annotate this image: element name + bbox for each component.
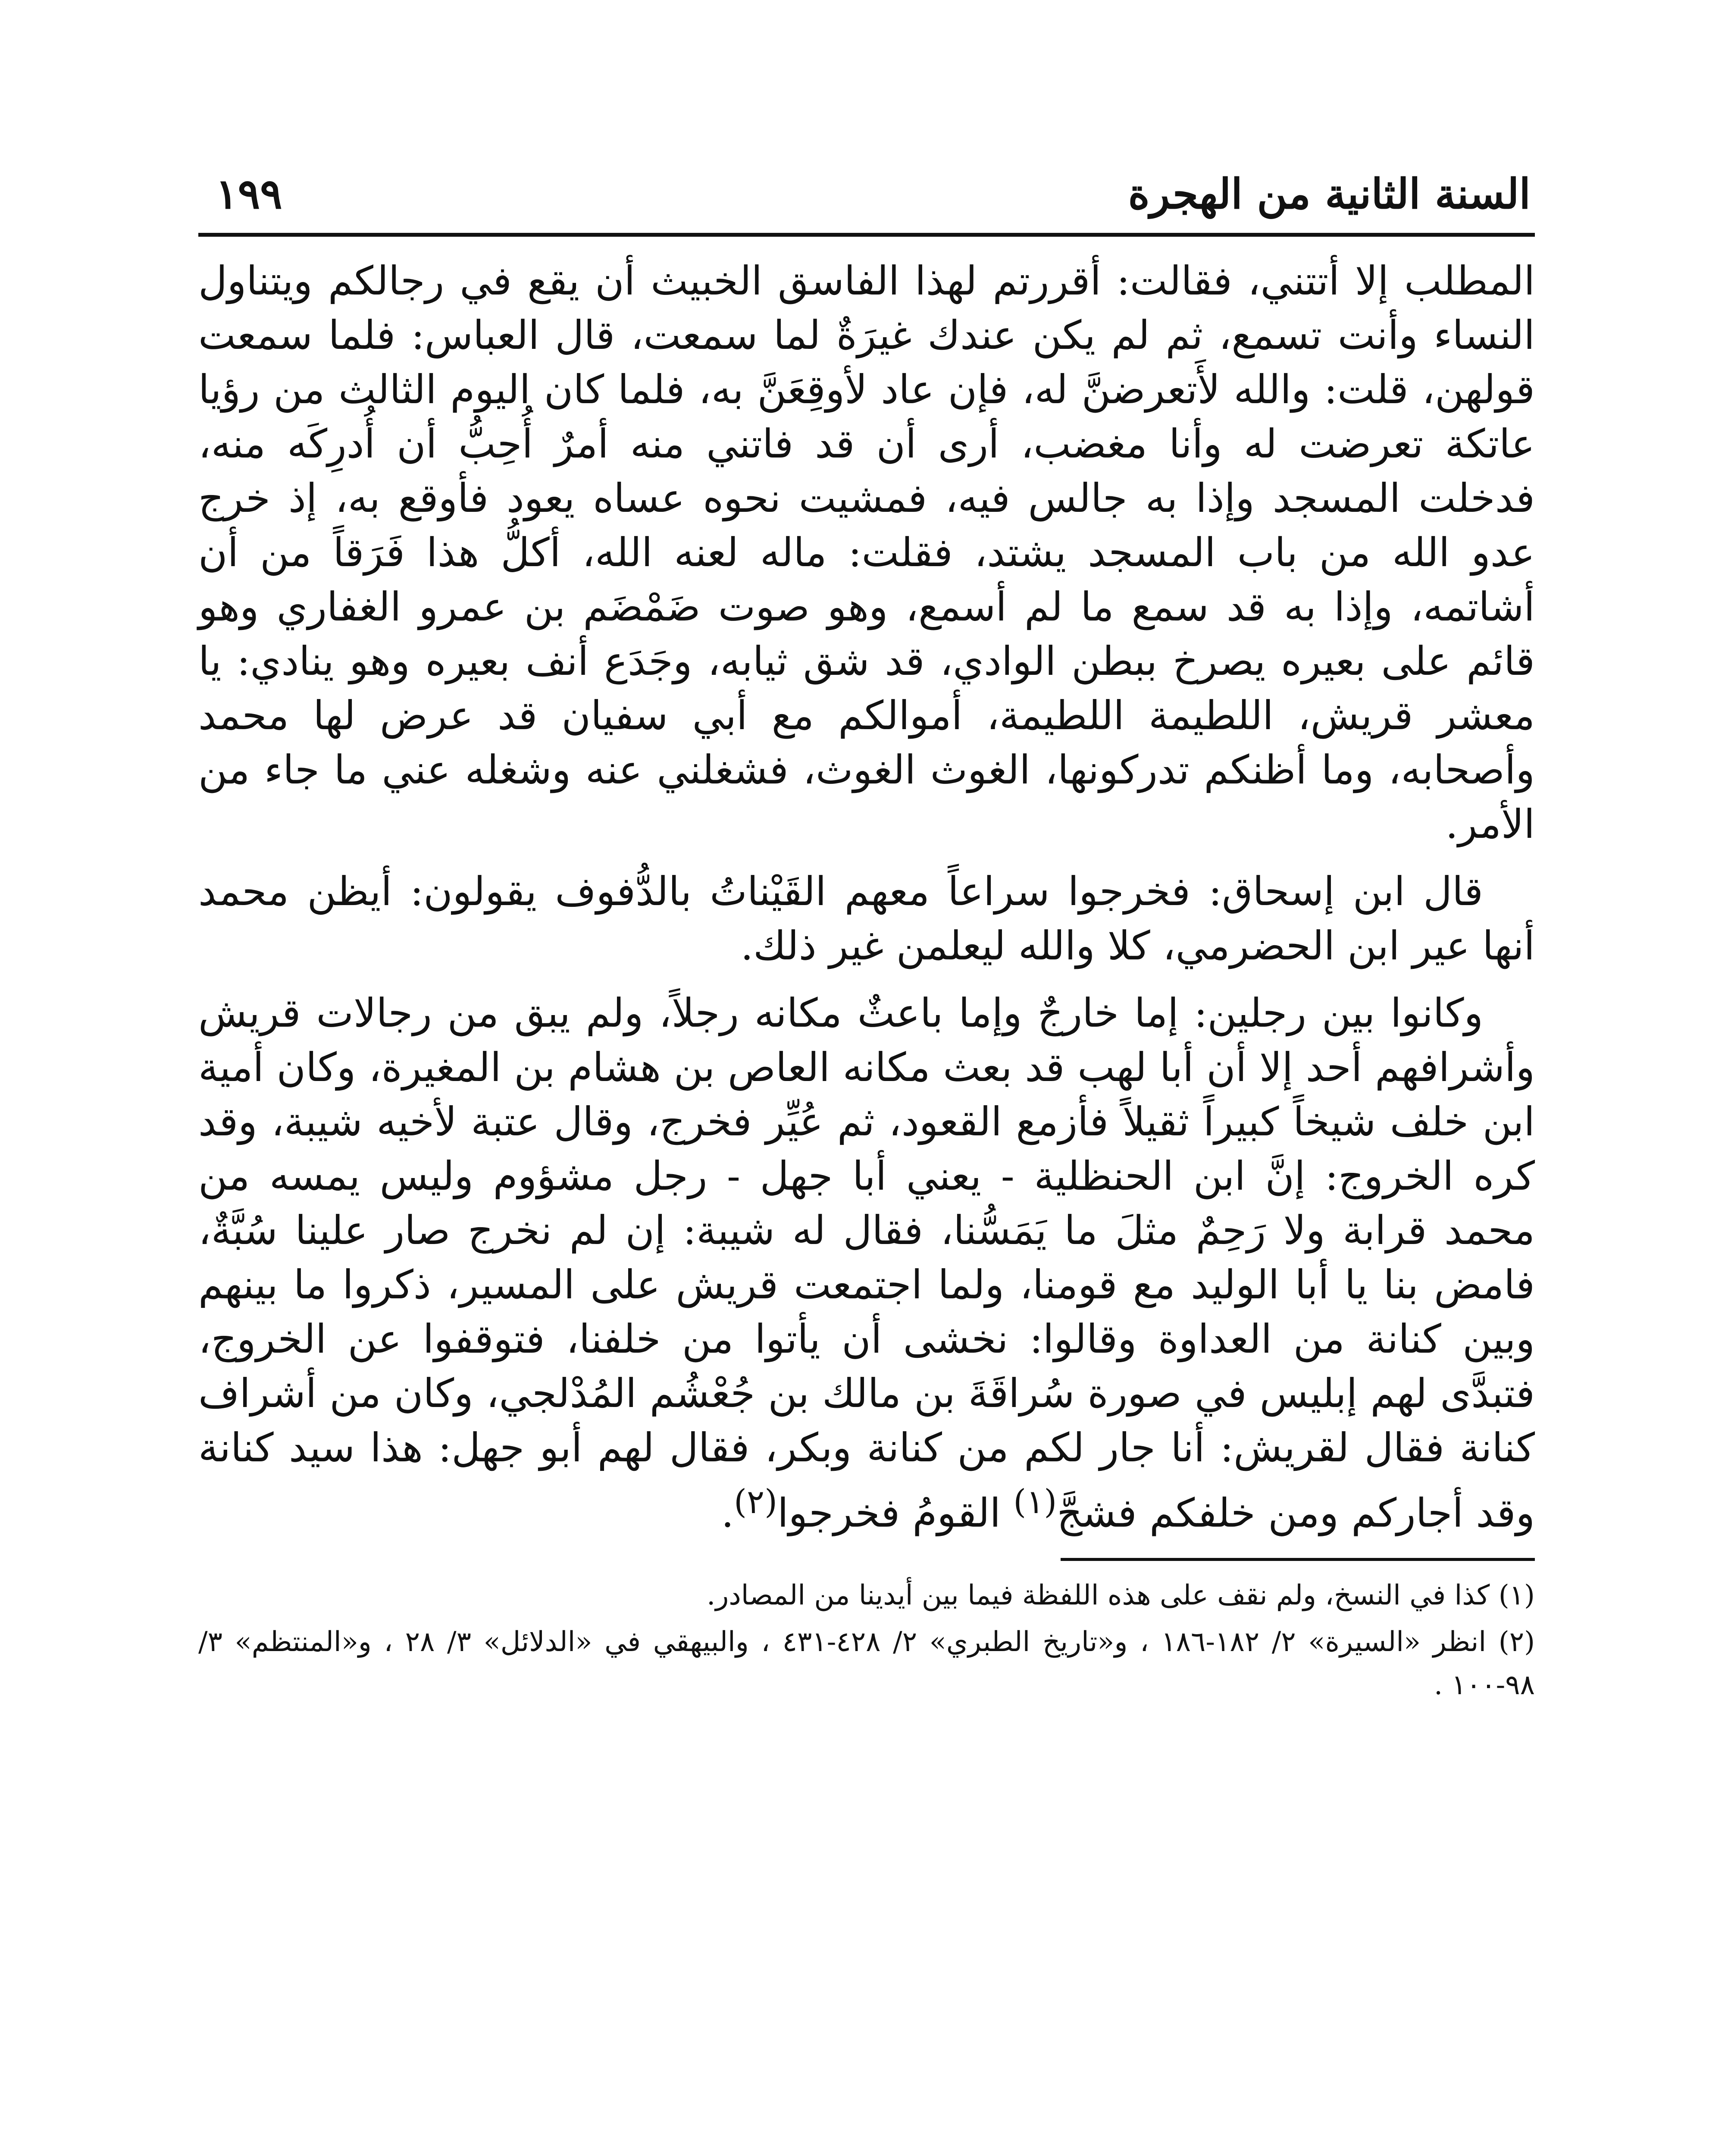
- paragraph-2: قال ابن إسحاق: فخرجوا سراعاً معهم القَيْناتُ بالدُّفوف يقولون: أيظن محمد أنها عير ابن الحضرمي، كلا والله ليعلمن غير ذلك.: [198, 868, 1535, 969]
- footnote-divider: [1061, 1558, 1535, 1561]
- footnote-2: (٢) انظر «السيرة» ٢/ ١٨٢-١٨٦ ، و«تاريخ الطبري» ٢/ ٤٢٨-٤٣١ ، والبيهقي في «الدلائل» ٣/ ٢٨ ، و«المنتظم» ٣/ ٩٨-١٠٠ .: [198, 1626, 1535, 1701]
- footnote-1: (١) كذا في النسخ، ولم نقف على هذه اللفظة فيما بين أيدينا من المصادر.: [707, 1579, 1535, 1611]
- main-text: [198, 254, 1535, 1541]
- paragraph-3-mid: القومُ فخرجوا: [777, 1490, 1014, 1536]
- running-title: السنة الثانية من الهجرة: [1128, 169, 1531, 218]
- footnotes: [198, 1574, 1535, 1707]
- page-number: ١٩٩: [216, 169, 282, 218]
- paragraph-3-text: وكانوا بين رجلين: إما خارجٌ وإما باعثٌ مكانه رجلاً، ولم يبق من رجالات قريش وأشرافهم أحد إلا أن أبا لهب قد بعث مكانه العاص بن هشام بن المغيرة، وكان أمية ابن خلف شيخاً كبيراً ثقيلاً فأزمع القعود، ثم عُيِّر فخرج، وقال عتبة لأخيه شيبة، وقد كره الخروج: إنَّ ابن الحنظلية - يعني أبا جهل - رجل مشؤوم وليس يمسه من محمد قرابة ولا رَحِمٌ مثلَ ما يَمَسُّنا، فقال له شيبة: إن لم نخرج صار علينا سُبَّةٌ، فامض بنا يا أبا الوليد مع قومنا، ولما اجتمعت قريش على المسير، ذكروا ما بينهم وبين كنانة من العداوة وقالوا: نخشى أن يأتوا من خلفنا، فتوقفوا عن الخروج، فتبدَّى لهم إبليس في صورة سُراقَةَ بن مالك بن جُعْشُم المُدْلجي، وكان من أشراف كنانة فقال لقريش: أنا جار لكم من كنانة وبكر، فقال لهم أبو جهل: هذا سيد كنانة وقد أجاركم ومن خلفكم فشجَّ: [198, 990, 1535, 1536]
- paragraph-3: [198, 986, 1535, 1541]
- page-header: [198, 142, 1535, 237]
- book-page: [198, 142, 1535, 2156]
- footnote-marker-2: (٢): [734, 1483, 778, 1521]
- footnote-marker-1: (١): [1013, 1483, 1057, 1521]
- paragraph-3-end: .: [721, 1490, 734, 1536]
- paragraph-1: المطلب إلا أتتني، فقالت: أقررتم لهذا الفاسق الخبيث أن يقع في رجالكم ويتناول النساء وأنت تسمع، ثم لم يكن عندك غيرَةٌ لما سمعت، قال العباس: فلما سمعت قولهن، قلت: والله لأَتعرضنَّ له، فإن عاد لأوقِعَنَّ به، فلما كان اليوم الثالث من رؤيا عاتكة تعرضت له وأنا مغضب، أرى أن قد فاتني منه أمرٌ أُحِبُّ أن أُدرِكَه منه، فدخلت المسجد وإذا به جالس فيه، فمشيت نحوه عساه يعود فأوقع به، إذ خرج عدو الله من باب المسجد يشتد، فقلت: ماله لعنه الله، أكلُّ هذا فَرَقاً من أن أشاتمه، وإذا به قد سمع ما لم أسمع، وهو صوت ضَمْضَم بن عمرو الغفاري وهو قائم على بعيره يصرخ ببطن الوادي، قد شق ثيابه، وجَدَع أنف بعيره وهو ينادي: يا معشر قريش، اللطيمة اللطيمة، أموالكم مع أبي سفيان قد عرض لها محمد وأصحابه، وما أظنكم تدركونها، الغوث الغوث، فشغلني عنه وشغله عني ما جاء من الأمر.: [198, 258, 1535, 847]
